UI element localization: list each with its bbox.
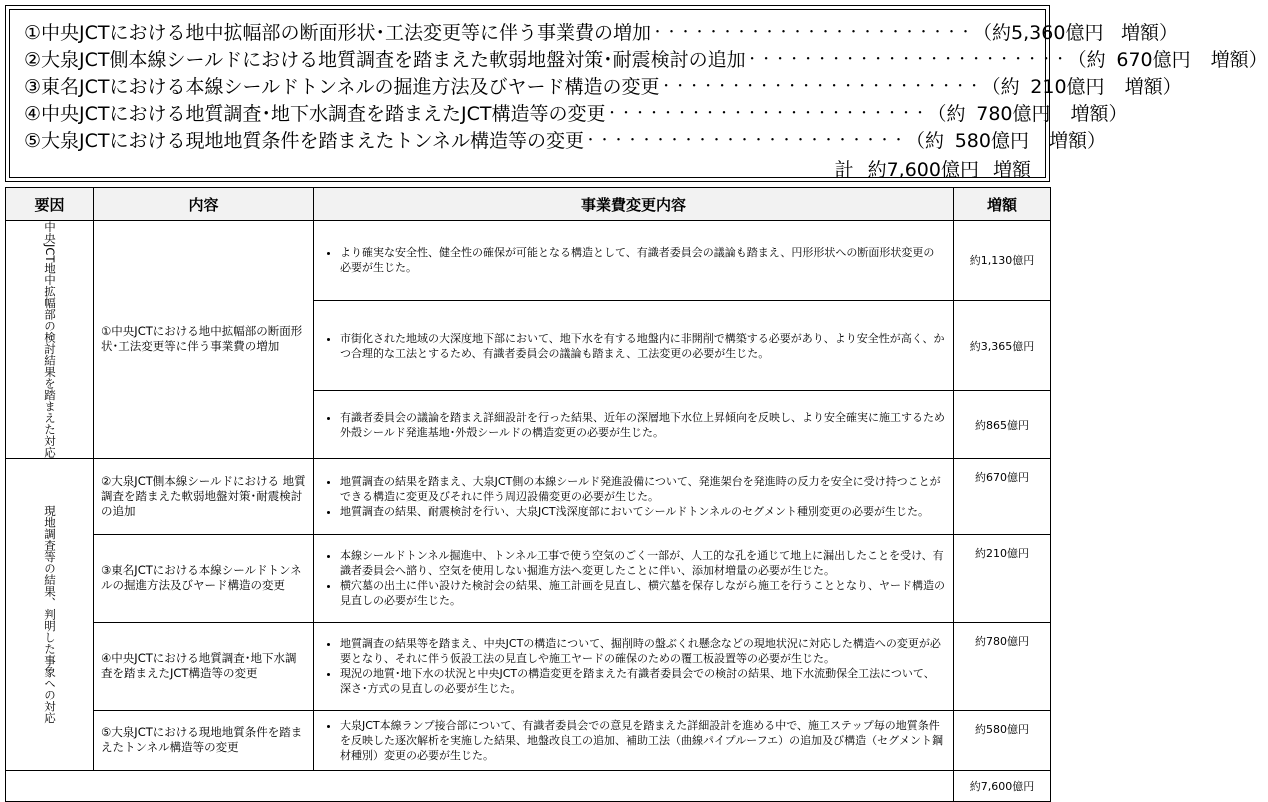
content-cell: ①中央JCTにおける地中拡幅部の断面形状･工法変更等に伴う事業費の増加 [94,221,314,459]
summary-item [24,47,1268,73]
summary-item-amount: 670億円 [1116,49,1191,71]
content-cell: ③東名JCTにおける本線シールドトンネルの掘進方法及びヤード構造の変更 [94,534,314,622]
summary-total [821,158,1031,182]
description-cell [314,391,954,458]
summary-item-suffix: 増額） [1124,76,1182,98]
amount-cell: 約210億円 [954,534,1051,622]
header-cost-change: 事業費変更内容 [314,188,954,221]
amount-cell: 約1,130億円 [954,221,1051,301]
summary-item-amount: 5,360億円 [1011,22,1104,44]
total-row [6,770,1051,801]
amount-cell: 約670億円 [954,458,1051,534]
amount-cell: 約780億円 [954,622,1051,710]
header-increase: 増額 [954,188,1051,221]
description-bullet: • 地質調査の結果等を踏まえ、中央JCTの構造について、掘削時の盤ぶくれ懸念などの現地状況に対応した構造への変更が必要となり、それに伴う仮設工法の見直しや施工ヤードの確保のための覆工板設置等の必要が生じた。 [340,636,945,666]
summary-total-amount: 約7,600億円 [867,159,979,181]
summary-item-prefix: （約 [981,76,1020,98]
table-row [6,458,1051,534]
summary-total-suffix: 増額 [992,159,1031,181]
amount-cell: 約865億円 [954,391,1051,458]
summary-item-amount: 580億円 [954,130,1029,152]
amount-cell: 約3,365億円 [954,300,1051,391]
description-bullet: • 横穴墓の出土に伴い設けた検討会の結果、施工計画を見直し、横穴墓を保存しながら施工を行うこととなり、ヤード構造の見直しの必要が生じた。 [340,578,945,608]
description-bullet: • 地質調査の結果、耐震検討を行い、大泉JCT浅深度部においてシールドトンネルのセグメント種別変更の必要が生じた。 [340,504,945,519]
content-cell: ⑤大泉JCTにおける現地地質条件を踏まえたトンネル構造等の変更 [94,710,314,770]
summary-item-text: ①中央JCTにおける地中拡幅部の断面形状･工法変更等に伴う事業費の増加 [24,22,652,44]
dot-leader: ・・・・・・・・・・・・・・・・・・・・・・・ [659,79,982,94]
summary-inner-border [9,9,1268,181]
description-cell [314,458,954,534]
summary-item-amount: 210億円 [1030,76,1105,98]
description-bullet: • 市街化された地域の大深度地下部において、地下水を有する地盤内に非開削で構築する必要があり、より安全性が高く、かつ合理的な工法とするため、有識者委員会の議論も踏まえ、工法変更の必要が生じた。 [340,331,945,361]
summary-item-text: ②大泉JCT側本線シールドにおける地質調査を踏まえた軟弱地盤対策･耐震検討の追加 [24,49,746,71]
description-cell [314,221,954,301]
description-cell [314,710,954,770]
factor-text-1: 中央JCT地中拡幅部の検討結果を踏まえた対応 [43,221,57,458]
summary-item-prefix: （約 [905,130,944,152]
factor-cell-1 [6,221,94,459]
description-cell [314,622,954,710]
description-cell [314,534,954,622]
header-content: 内容 [94,188,314,221]
description-bullet: • より確実な安全性、健全性の確保が可能となる構造として、有識者委員会の議論も踏まえ、円形形状への断面形状変更の必要が生じた。 [340,245,945,275]
table-row [6,710,1051,770]
table-row [6,221,1051,301]
summary-item-text: ③東名JCTにおける本線シールドトンネルの掘進方法及びヤード構造の変更 [24,76,660,98]
summary-item [24,74,1182,100]
cost-change-table [5,187,1051,802]
table-row [6,534,1051,622]
summary-item [24,128,1106,154]
description-bullet: • 現況の地質･地下水の状況と中央JCTの構造変更を踏まえた有識者委員会での検討の結果、地下水流動保全工法について、深さ･方式の見直しの必要が生じた。 [340,666,945,696]
total-amount-cell: 約7,600億円 [954,770,1051,801]
summary-item [24,101,1128,127]
table-row [6,622,1051,710]
summary-item-text: ④中央JCTにおける地質調査･地下水調査を踏まえたJCT構造等の変更 [24,103,606,125]
summary-box [5,5,1268,182]
summary-item-suffix: 増額） [1210,49,1268,71]
description-bullet: • 地質調査の結果を踏まえ、大泉JCT側の本線シールド発進設備について、発進架台を発進時の反力を安全に受け持つことができる構造に変更及びそれに伴う周辺設備変更の必要が生じた。 [340,474,945,504]
content-cell: ④中央JCTにおける地質調査･地下水調査を踏まえたJCT構造等の変更 [94,622,314,710]
summary-total-label: 計 [834,159,854,181]
amount-cell: 約580億円 [954,710,1051,770]
summary-item-suffix: 増額） [1048,130,1106,152]
total-row-blank [6,770,954,801]
factor-cell-2 [6,458,94,770]
table-header-row [6,188,1051,221]
summary-item-prefix: （約 [927,103,966,125]
dot-leader: ・・・・・・・・・・・・・・・・・・・・・・・ [583,133,906,148]
summary-item-text: ⑤大泉JCTにおける現地地質条件を踏まえたトンネル構造等の変更 [24,130,584,152]
summary-item-prefix: （約 [973,22,1012,44]
header-factor: 要因 [6,188,94,221]
dot-leader: ・・・・・・・・・・・・・・・・・・・・・・・ [745,52,1068,67]
summary-item-suffix: 増額） [1121,22,1179,44]
description-bullet: • 有識者委員会の議論を踏まえ詳細設計を行った結果、近年の深層地下水位上昇傾向を反映し、より安全確実に施工するため外殻シールド発進基地･外殻シールドの構造変更の必要が生じた。 [340,410,945,440]
description-bullet: • 本線シールドトンネル掘進中、トンネル工事で使う空気のごく一部が、人工的な孔を通じて地上に漏出したことを受け、有識者委員会へ諮り、空気を使用しない掘進方法へ変更したことに伴い、添加材増量の必要が生じた。 [340,548,945,578]
summary-item-amount: 780億円 [976,103,1051,125]
dot-leader: ・・・・・・・・・・・・・・・・・・・・・・・ [651,25,974,40]
factor-text-2: 現地調査等の結果、判明した事象への対応 [43,505,57,724]
description-cell [314,300,954,391]
content-cell: ②大泉JCT側本線シールドにおける 地質調査を踏まえた軟弱地盤対策･耐震検討の追加 [94,458,314,534]
dot-leader: ・・・・・・・・・・・・・・・・・・・・・・・ [605,106,928,121]
summary-item-prefix: （約 [1067,49,1106,71]
summary-item-suffix: 増額） [1070,103,1128,125]
description-bullet: • 大泉JCT本線ランプ接合部について、有識者委員会での意見を踏まえた詳細設計を進める中で、施工ステップ毎の地質条件を反映した逐次解析を実施した結果、地盤改良工の追加、補助工法（曲線パイプルーフエ）の追加及び構造（セグメント鋼材種別）変更の必要が生じた。 [340,718,945,763]
summary-item [24,20,1179,46]
